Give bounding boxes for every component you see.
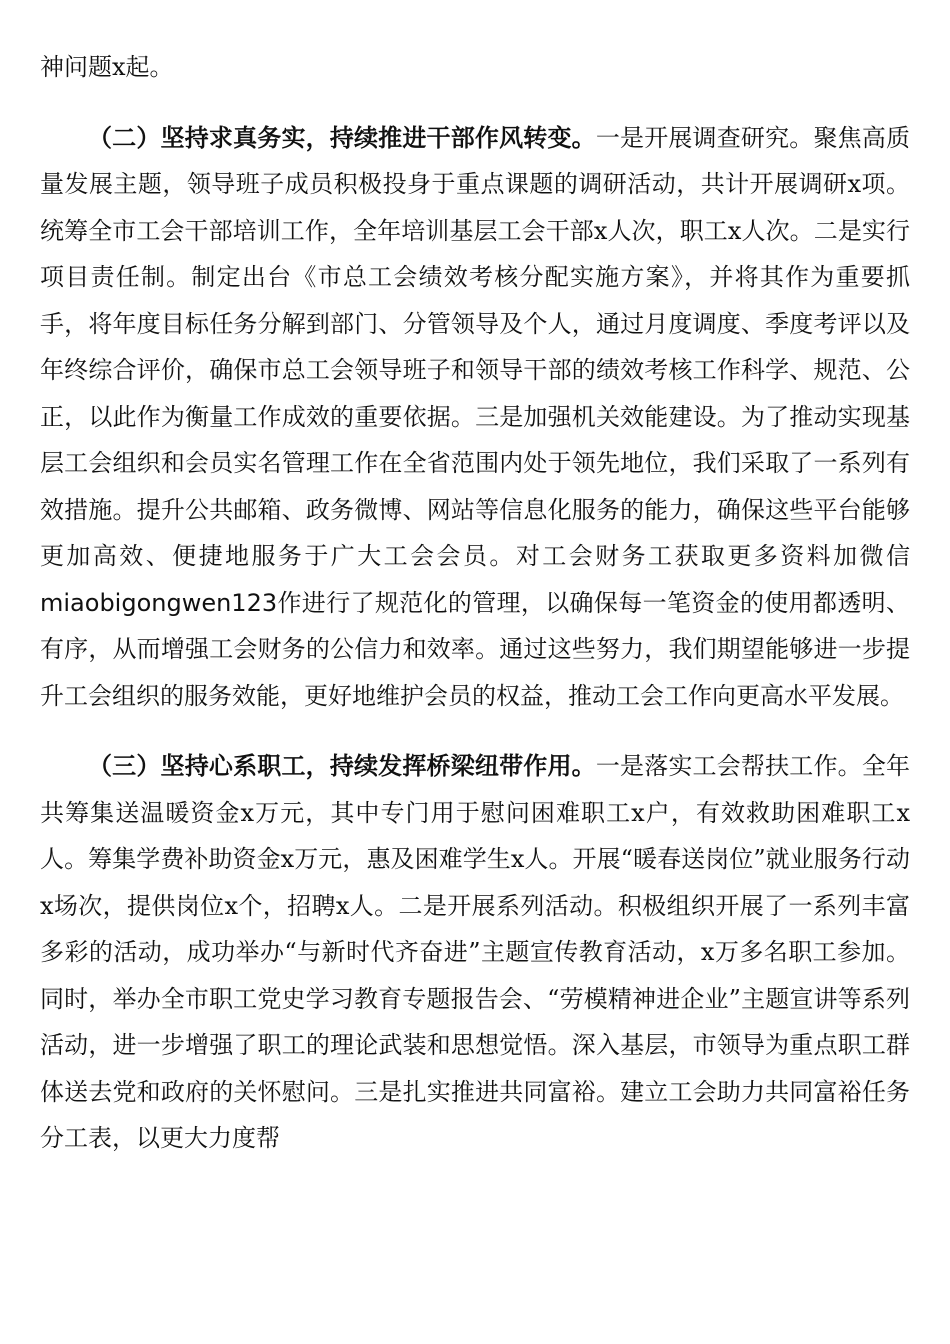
paragraph-text: 作进行了规范化的管理，以确保每一笔资金的使用都透明、有序，从而增强工会财务的公信力和效率。通过这些努力，我们期望能够进一步提升工会组织的服务效能，更好地维护会员的权益，推动工会工作向更高水平发展。 xyxy=(40,588,910,710)
paragraph-gap xyxy=(40,91,910,115)
document-page xyxy=(40,0,910,1162)
promo-text: 获取更多资料加微信miaobigongwen123 xyxy=(40,542,910,617)
paragraph-section-3 xyxy=(40,743,910,1162)
paragraph-text: 神问题x起。 xyxy=(40,53,174,81)
section-heading: （三）坚持心系职工，持续发挥桥梁纽带作用。 xyxy=(88,751,596,780)
paragraph-text: 一是落实工会帮扶工作。全年共筹集送温暖资金x万元，其中专门用于慰问困难职工x户，有效救助困难职工x人。筹集学费补助资金x万元，惠及困难学生x人。开展“暖春送岗位”就业服务行动x场次，提供岗位x个，招聘x人。二是开展系列活动。积极组织开展了一系列丰富多彩的活动，成功举办“与新时代齐奋进”主题宣传教育活动，x万多名职工参加。同时，举办全市职工党史学习教育专题报告会、“劳模精神进企业”主题宣讲等系列活动，进一步增强了职工的理论武装和思想觉悟。深入基层，市领导为重点职工群体送去党和政府的关怀慰问。三是扎实推进共同富裕。建立工会助力共同富裕任务分工表，以更大力度帮 xyxy=(40,752,911,1152)
paragraph-section-2 xyxy=(40,115,910,720)
section-heading: （二）坚持求真务实，持续推进干部作风转变。 xyxy=(88,122,596,152)
paragraph-continuation xyxy=(40,0,910,91)
paragraph-text: 一是开展调查研究。聚焦高质量发展主题，领导班子成员积极投身于重点课题的调研活动，共计开展调研x项。统筹全市工会干部培训工作，全年培训基层工会干部x人次，职工x人次。二是实行项目责任制。制定出台《市总工会绩效考核分配实施方案》，并将其作为重要抓手，将年度目标任务分解到部门、分管领导及个人，通过月度调度、季度考评以及年终综合评价，确保市总工会领导班子和领导干部的绩效考核工作科学、规范、公正，以此作为衡量工作成效的重要依据。三是加强机关效能建设。为了推动实现基层工会组织和会员实名管理工作在全省范围内处于领先地位，我们采取了一系列有效措施。提升公共邮箱、政务微博、网站等信息化服务的能力，确保这些平台能够更加高效、便捷地服务于广大工会会员。对工会财务工 xyxy=(40,123,911,570)
paragraph-gap xyxy=(40,719,910,743)
